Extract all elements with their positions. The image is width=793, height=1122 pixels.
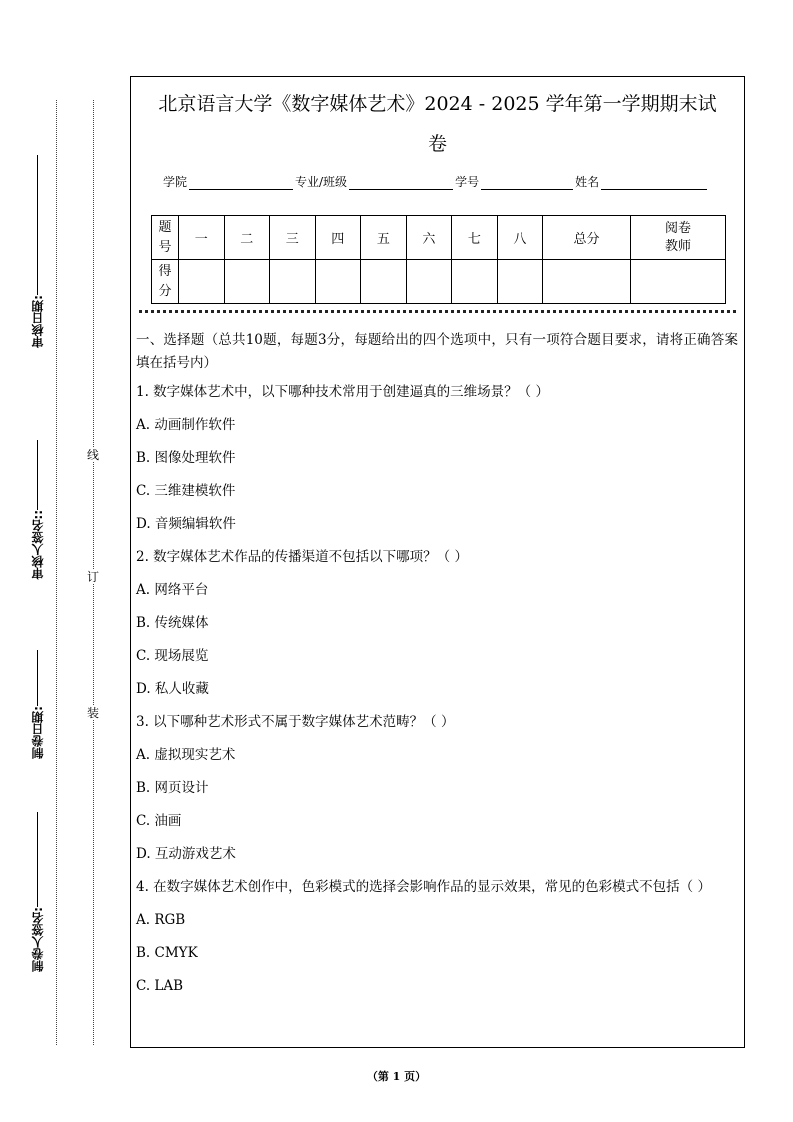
col-5: 五 <box>361 216 407 260</box>
score-total-cell[interactable] <box>543 260 631 304</box>
option: A. 动画制作软件 <box>136 417 236 433</box>
option: D. 私人收藏 <box>136 681 209 697</box>
score-cell[interactable] <box>179 260 225 304</box>
option: C. 现场展览 <box>136 648 209 664</box>
score-cell[interactable] <box>452 260 498 304</box>
signer-field[interactable] <box>22 812 52 972</box>
option: D. 互动游戏艺术 <box>136 846 236 862</box>
reviewer-signer-label: 审核人签名:: <box>30 510 45 580</box>
col-1: 一 <box>179 216 225 260</box>
col-total: 总分 <box>543 216 631 260</box>
reviewer-signer-field[interactable] <box>22 440 52 580</box>
score-cell[interactable] <box>270 260 316 304</box>
question-number-head: 题 号 <box>152 216 179 260</box>
score-table-header-row <box>152 216 726 260</box>
col-8: 八 <box>497 216 543 260</box>
col-2: 二 <box>224 216 270 260</box>
question-stem: 3. 以下哪种艺术形式不属于数字媒体艺术范畴？（ ） <box>136 714 455 730</box>
grader-cell[interactable] <box>631 260 726 304</box>
option: B. 传统媒体 <box>136 615 209 631</box>
section-heading: 一、选择题（总共10题，每题3分，每题给出的四个选项中，只有一项符合题目要求，请将正确答案填在括号内） <box>136 332 738 371</box>
exam-frame <box>130 76 745 1048</box>
score-cell[interactable] <box>406 260 452 304</box>
question-stem: 1. 数字媒体艺术中，以下哪种技术常用于创建逼真的三维场景？（ ） <box>136 384 549 400</box>
college-label: 学院 <box>163 175 188 189</box>
signer-label: 制卷人签名: <box>30 907 45 972</box>
dotted-separator <box>139 310 736 313</box>
option: C. 油画 <box>136 813 182 829</box>
major-class-input[interactable] <box>349 177 453 190</box>
score-head: 得 分 <box>152 260 179 304</box>
binding-dotted-line-outer <box>56 100 57 1045</box>
binding-char-xian: 线 <box>86 448 99 462</box>
binding-char-ding: 订 <box>86 570 99 584</box>
exam-title-line2: 卷 <box>427 133 447 155</box>
col-grader: 阅卷 教师 <box>631 216 726 260</box>
exam-title-line1: 北京语言大学《数字媒体艺术》2024 - 2025 学年第一学期期末试 <box>158 93 717 115</box>
score-cell[interactable] <box>497 260 543 304</box>
option: A. RGB <box>136 912 186 928</box>
review-date-label: 审核日期: <box>30 295 45 348</box>
name-label: 姓名 <box>575 175 600 189</box>
col-4: 四 <box>315 216 361 260</box>
binding-char-zhuang: 装 <box>86 706 99 720</box>
college-input[interactable] <box>189 177 293 190</box>
option: A. 虚拟现实艺术 <box>136 747 236 763</box>
question-stem: 2. 数字媒体艺术作品的传播渠道不包括以下哪项？（ ） <box>136 549 468 565</box>
option: B. CMYK <box>136 945 198 961</box>
score-table-score-row <box>152 260 726 304</box>
score-cell[interactable] <box>224 260 270 304</box>
option: C. 三维建模软件 <box>136 483 236 499</box>
review-date-field[interactable] <box>22 155 52 348</box>
make-date-label: 制卷日期: <box>30 706 45 759</box>
page-number: （第 1 页） <box>366 1070 427 1083</box>
option: C. LAB <box>136 978 184 994</box>
question-stem: 4. 在数字媒体艺术创作中，色彩模式的选择会影响作品的显示效果，常见的色彩模式不包括（ ） <box>136 879 711 895</box>
option: B. 网页设计 <box>136 780 209 796</box>
make-date-field[interactable] <box>22 650 52 759</box>
option: A. 网络平台 <box>136 582 209 598</box>
col-3: 三 <box>270 216 316 260</box>
score-cell[interactable] <box>361 260 407 304</box>
col-6: 六 <box>406 216 452 260</box>
student-id-label: 学号 <box>455 175 480 189</box>
score-table <box>151 215 726 304</box>
option: B. 图像处理软件 <box>136 450 236 466</box>
exam-body <box>136 329 738 1008</box>
score-cell[interactable] <box>315 260 361 304</box>
name-input[interactable] <box>601 177 707 190</box>
col-7: 七 <box>452 216 498 260</box>
student-info-row <box>163 173 709 190</box>
major-class-label: 专业/班级 <box>295 175 348 189</box>
student-id-input[interactable] <box>481 177 573 190</box>
option: D. 音频编辑软件 <box>136 516 236 532</box>
